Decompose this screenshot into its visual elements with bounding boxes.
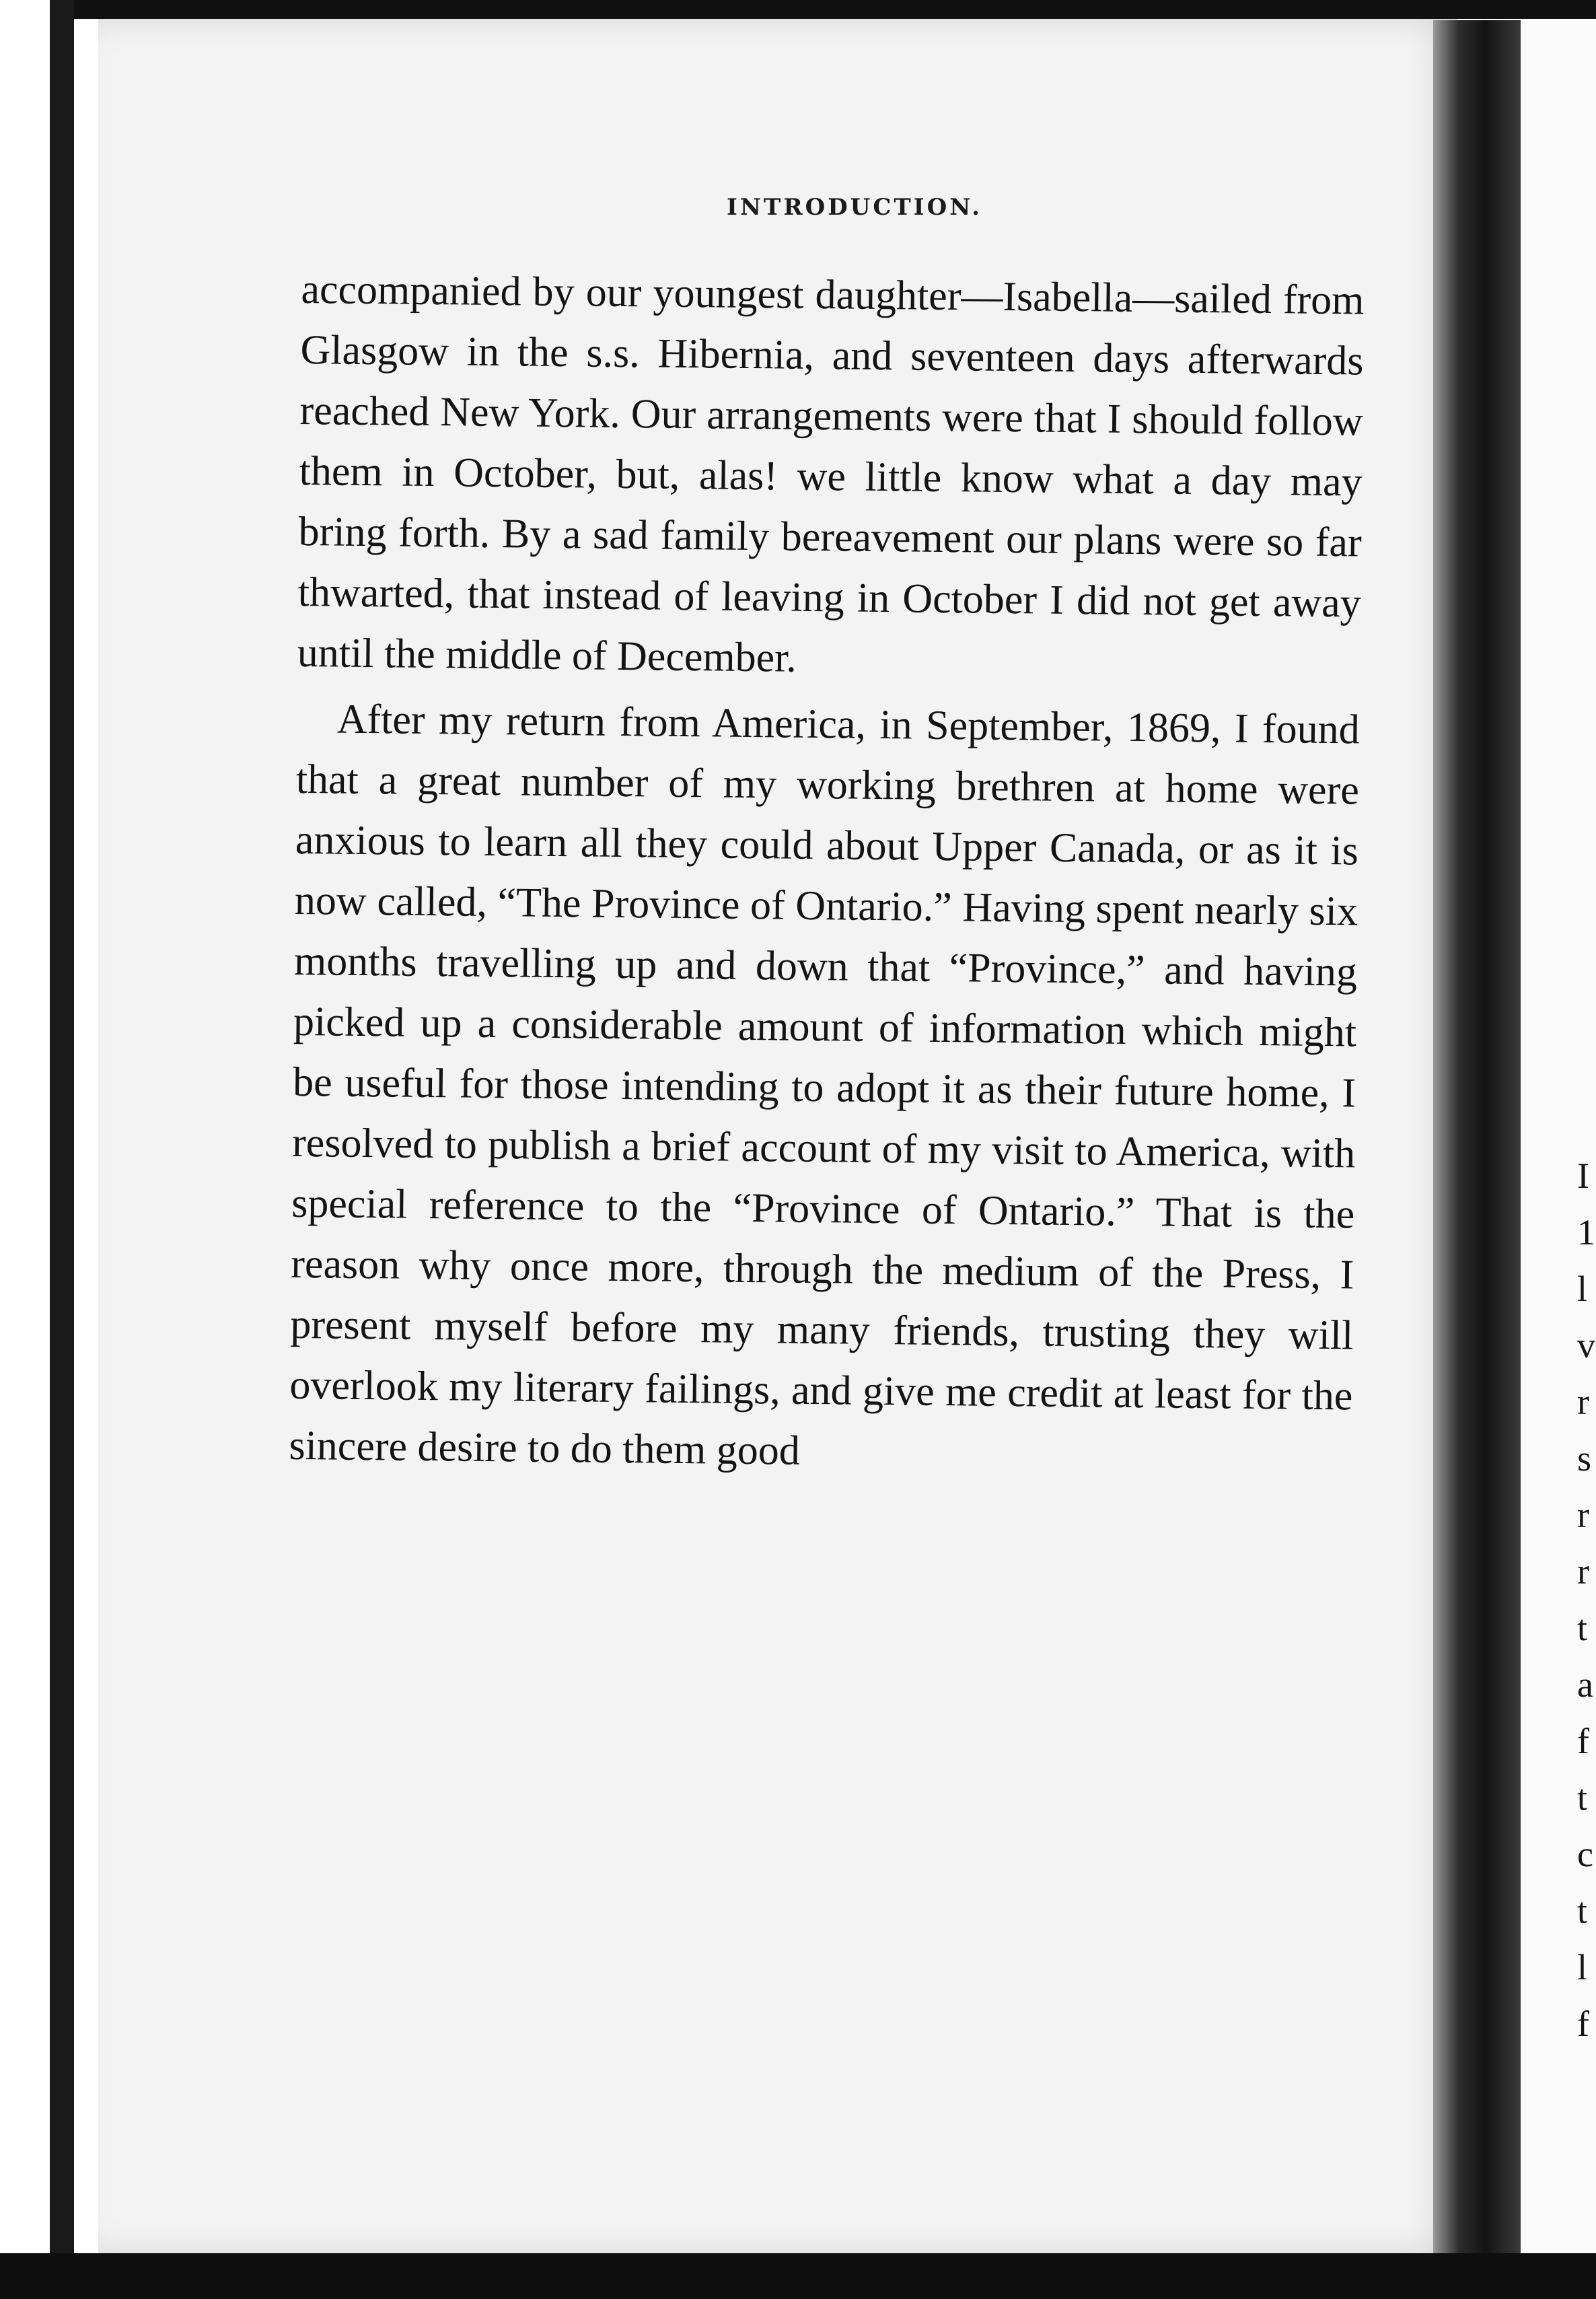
scan-top-border	[0, 0, 1596, 19]
facing-page-text-fragment	[1577, 1147, 1596, 2052]
facing-page-letter: r	[1577, 1382, 1589, 1422]
facing-page-letter: c	[1577, 1834, 1593, 1874]
book-gutter-shadow	[1433, 20, 1521, 2261]
paragraph-1: accompanied by our youngest daughter—Isabella—sailed from Glasgow in the s.s. Hibernia, and seventeen days afterwards reached New York. Our arrangements were that I should follow them in October, but, alas! we little know what a day may bring forth. By a sad family bereavement our plans were so far thwarted, that instead of leaving in October I did not get away until the middle of December.	[297, 266, 1365, 681]
facing-page-letter: s	[1577, 1438, 1592, 1479]
scan-bottom-border	[0, 2253, 1596, 2299]
facing-page-letter: t	[1577, 1890, 1588, 1931]
paragraph-2: After my return from America, in September, 1869, I found that a great number of my working brethren at home were anxious to learn all they could about Upper Canada, or as it is now called, “The Province of Ontario.” Having spent nearly six months travelling up and down that “Province,” and having picked up a considerable amount of information which might be useful for those intending to adopt it as their future home, I resolved to publish a brief account of my visit to America, with special reference to the “Province of Ontario.” That is the reason why once more, through the medium of the Press, I present myself before my many friends, trusting they will overlook my literary failings, and give me credit at least for the sincere desire to do them good	[289, 696, 1361, 1474]
body-text	[289, 259, 1365, 1487]
facing-page-letter: t	[1577, 1777, 1588, 1818]
facing-page-letter: t	[1577, 1608, 1588, 1648]
facing-page-letter: l	[1577, 1947, 1588, 1987]
facing-page-letter: I	[1577, 1156, 1589, 1196]
facing-page-letter: a	[1577, 1664, 1593, 1705]
facing-page-letter: f	[1577, 1721, 1589, 1761]
facing-page-letter: f	[1577, 2004, 1589, 2044]
scan-left-border	[0, 0, 74, 2299]
facing-page-letter: v	[1577, 1325, 1595, 1366]
running-head: INTRODUCTION.	[727, 194, 982, 221]
facing-page-letter: 1	[1577, 1212, 1595, 1252]
facing-page-letter: l	[1577, 1269, 1588, 1309]
facing-page-letter: r	[1577, 1495, 1589, 1535]
facing-page-letter: r	[1577, 1551, 1589, 1592]
